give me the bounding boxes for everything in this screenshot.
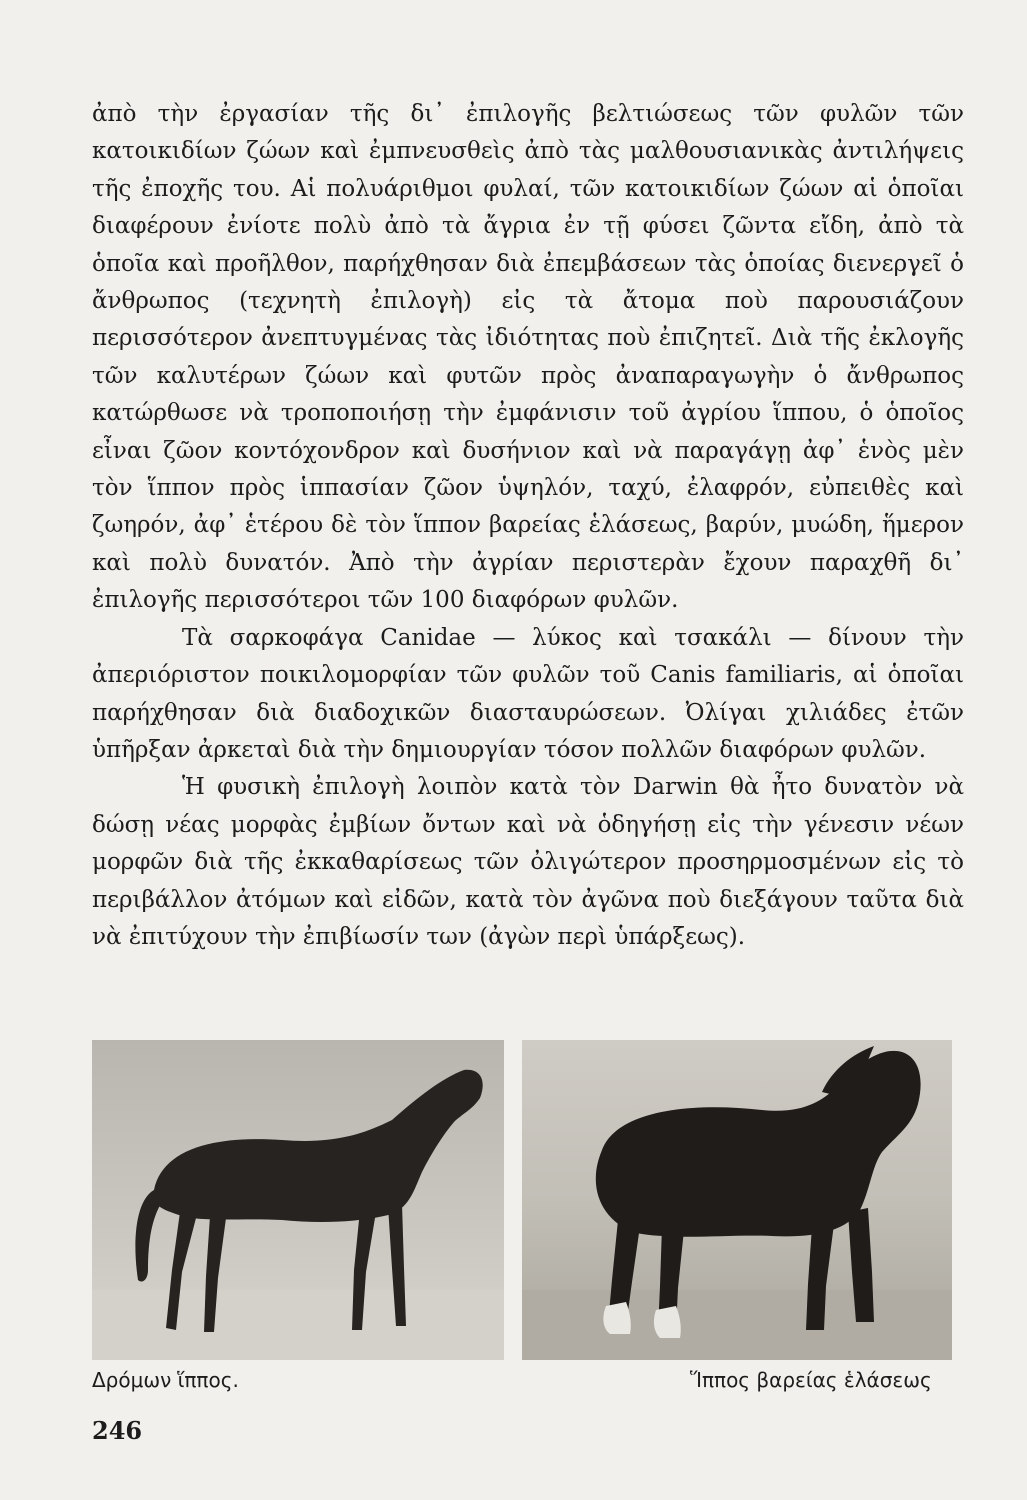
page-number: 246 <box>92 1416 143 1445</box>
right-figure-caption: Ἵππος βαρείας ἑλάσεως <box>690 1368 932 1392</box>
paragraph-2: Τὰ σαρκοφάγα Canidae — λύκος καὶ τσακάλι — δίνουν τὴν ἀπεριόριστον ποικιλομορφίαν τῶν φυλῶν τοῦ Canis familiaris, αἱ ὁποῖαι παρήχθησαν διὰ διαδοχικῶν διασταυρώσεων. Ὀλίγαι χιλιάδες ἐτῶν ὑπῆρξαν ἀρκεταὶ διὰ τὴν δημιουργίαν τόσον πολλῶν διαφόρων φυλῶν. <box>92 624 964 763</box>
racehorse-image <box>92 1040 504 1360</box>
draft-horse-image <box>522 1040 952 1360</box>
racehorse-photo <box>92 1040 504 1360</box>
body-text <box>92 96 964 956</box>
left-figure-caption: Δρόμων ἵππος. <box>92 1368 239 1392</box>
paragraph-3: Ἡ φυσικὴ ἐπιλογὴ λοιπὸν κατὰ τὸν Darwin θὰ ἦτο δυνατὸν νὰ δώσῃ νέας μορφὰς ἐμβίων ὄντων καὶ νὰ ὁδηγήσῃ εἰς τὴν γένεσιν νέων μορφῶν διὰ τῆς ἐκκαθαρίσεως τῶν ὀλιγώτερον προσηρμοσμένων εἰς τὸ περιβάλλον ἀτόμων καὶ εἰδῶν, κατὰ τὸν ἀγῶνα ποὺ διεξάγουν ταῦτα διὰ νὰ ἐπιτύχουν τὴν ἐπιβίωσίν των (ἀγὼν περὶ ὑπάρξεως). <box>92 774 964 950</box>
draft-horse-photo <box>522 1040 952 1360</box>
paragraph-1: ἀπὸ τὴν ἐργασίαν τῆς δι᾽ ἐπιλογῆς βελτιώσεως τῶν φυλῶν τῶν κατοικιδίων ζώων καὶ ἐμπνευσθεὶς ἀπὸ τὰς μαλθουσιανικὰς ἀντιλήψεις τῆς ἐποχῆς του. Αἱ πολυάριθμοι φυλαί, τῶν κατοικιδίων ζώων αἱ ὁποῖαι διαφέρουν ἐνίοτε πολὺ ἀπὸ τὰ ἄγρια ἐν τῇ φύσει ζῶντα εἴδη, ἀπὸ τὰ ὁποῖα καὶ προῆλθον, παρήχθησαν διὰ ἐπεμβάσεων τὰς ὁποίας διενεργεῖ ὁ ἄνθρωπος (τεχνητὴ ἐπιλογὴ) εἰς τὰ ἄτομα ποὺ παρουσιάζουν περισσότερον ἀνεπτυγμένας τὰς ἰδιότητας ποὺ ἐπιζητεῖ. Διὰ τῆς ἐκλογῆς τῶν καλυτέρων ζώων καὶ φυτῶν πρὸς ἀναπαραγωγὴν ὁ ἄνθρωπος κατώρθωσε νὰ τροποποιήσῃ τὴν ἐμφάνισιν τοῦ ἀγρίου ἵππου, ὁ ὁποῖος εἶναι ζῶον κοντόχονδρον καὶ δυσήνιον καὶ νὰ παραγάγῃ ἀφ᾽ ἑνὸς μὲν τὸν ἵππον πρὸς ἱππασίαν ζῶον ὑψηλόν, ταχύ, ἐλαφρόν, εὐπειθὲς καὶ ζωηρόν, ἀφ᾽ ἑτέρου δὲ τὸν ἵππον βαρείας ἑλάσεως, βαρύν, μυώδη, ἥμερον καὶ πολὺ δυνατόν. Ἀπὸ τὴν ἀγρίαν περιστερὰν ἔχουν παραχθῆ δι᾽ ἐπιλογῆς περισσότεροι τῶν 100 διαφόρων φυλῶν. <box>92 101 964 614</box>
